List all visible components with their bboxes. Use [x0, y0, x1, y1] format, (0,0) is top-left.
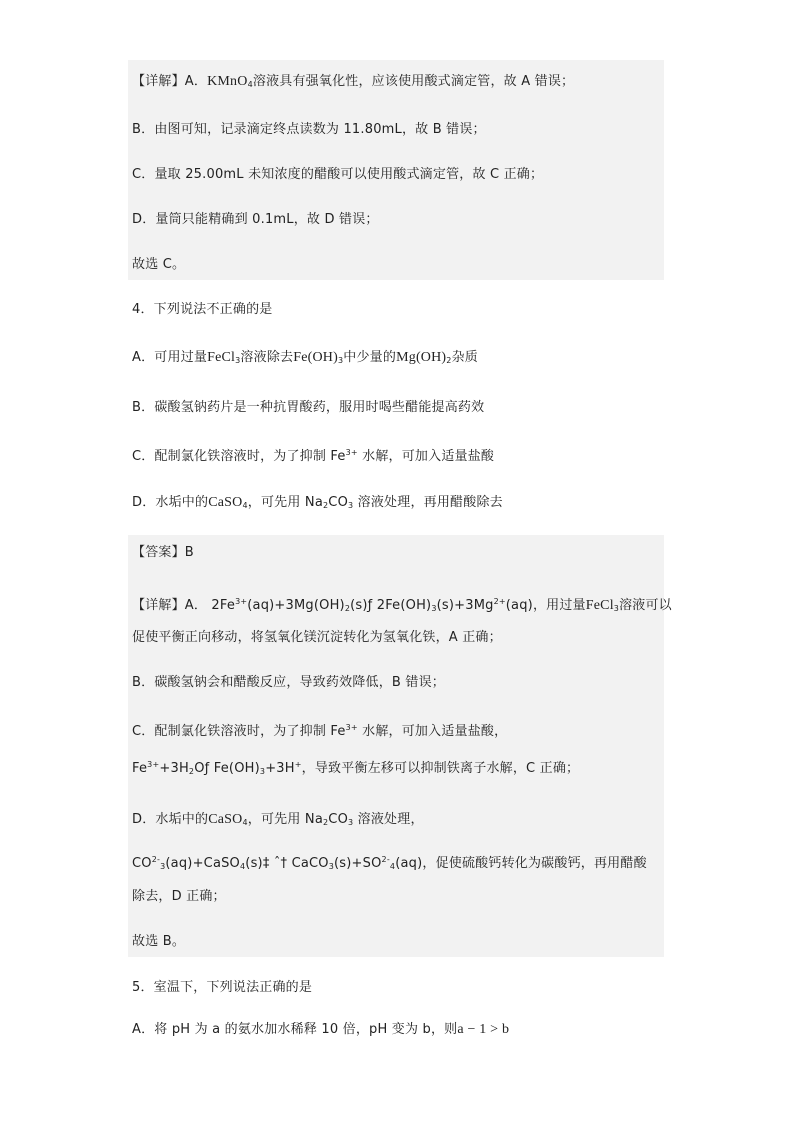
question-4-option-c: C．配制氯化铁溶液时，为了抑制 $Fe^{3+}$ 水解，可加入适量盐酸 [132, 448, 495, 464]
explanation-d-line-2: $CO^{2-}_3(aq)+CaSO_4(s)\ddagger$ ˆ† $CaCO_3(s)+SO^{2-}_4(aq)$，促使硫酸钙转化为碳酸钙，再用醋酸 [132, 855, 647, 871]
explanation-a-line-1: 【详解】A． $2Fe^{3+}(aq)+3Mg(OH)_2(s)ƒ$ $2Fe(OH)_3(s)+3Mg^{2+}(aq)$，用过量FeCl$_3$溶液可以 [132, 597, 672, 613]
explanation-line-a: 【详解】A．KMnO$_4$溶液具有强氧化性，应该使用酸式滴定管，故 A 错误； [132, 74, 575, 89]
explanation-line-d: D．量筒只能精确到 0.1mL，故 D 错误； [132, 212, 379, 227]
explanation-d-line-1: D．水垢中的CaSO$_4$，可先用 $Na_2CO_3$ 溶液处理， [132, 812, 424, 827]
answer-line: 【答案】B [132, 545, 194, 560]
explanation-a-line-2: 促使平衡正向移动，将氢氧化镁沉淀转化为氢氧化铁，A 正确； [132, 630, 502, 645]
question-5-stem: 5．室温下，下列说法正确的是 [132, 980, 313, 995]
explanation-d-line-3: 除去，D 正确； [132, 889, 226, 904]
question-4-option-b: B．碳酸氢钠药片是一种抗胃酸药，服用时喝些醋能提高药效 [132, 400, 485, 415]
explanation-b-line: B．碳酸氢钠会和醋酸反应，导致药效降低，B 错误； [132, 675, 445, 690]
explanation-line-b: B．由图可知，记录滴定终点读数为 11.80mL，故 B 错误； [132, 122, 486, 137]
question-4-option-d: D．水垢中的CaSO$_4$，可先用 $Na_2CO_3$ 溶液处理，再用醋酸除去 [132, 495, 503, 510]
explanation-c-line-1: C．配制氯化铁溶液时，为了抑制 $Fe^{3+}$ 水解，可加入适量盐酸， [132, 723, 508, 739]
question-4-stem: 4．下列说法不正确的是 [132, 302, 273, 317]
question-4-option-a: A．可用过量FeCl$_3$溶液除去$Fe(OH)_3$中少量的$Mg(OH)_2$杂质 [132, 350, 478, 365]
question-5-option-a: A．将 pH 为 a 的氨水加水稀释 10 倍，pH 变为 b，则a − 1 > b [132, 1022, 510, 1037]
conclusion-line: 故选 B。 [132, 934, 186, 949]
explanation-line-c: C．量取 25.00mL 未知浓度的醋酸可以使用酸式滴定管，故 C 正确； [132, 167, 544, 182]
explanation-c-line-2: $Fe^{3+}+3H_2Oƒ$ $Fe(OH)_3+3H^+$，导致平衡左移可以抑制铁离子水解，C 正确； [132, 760, 580, 776]
conclusion-line: 故选 C。 [132, 257, 186, 272]
